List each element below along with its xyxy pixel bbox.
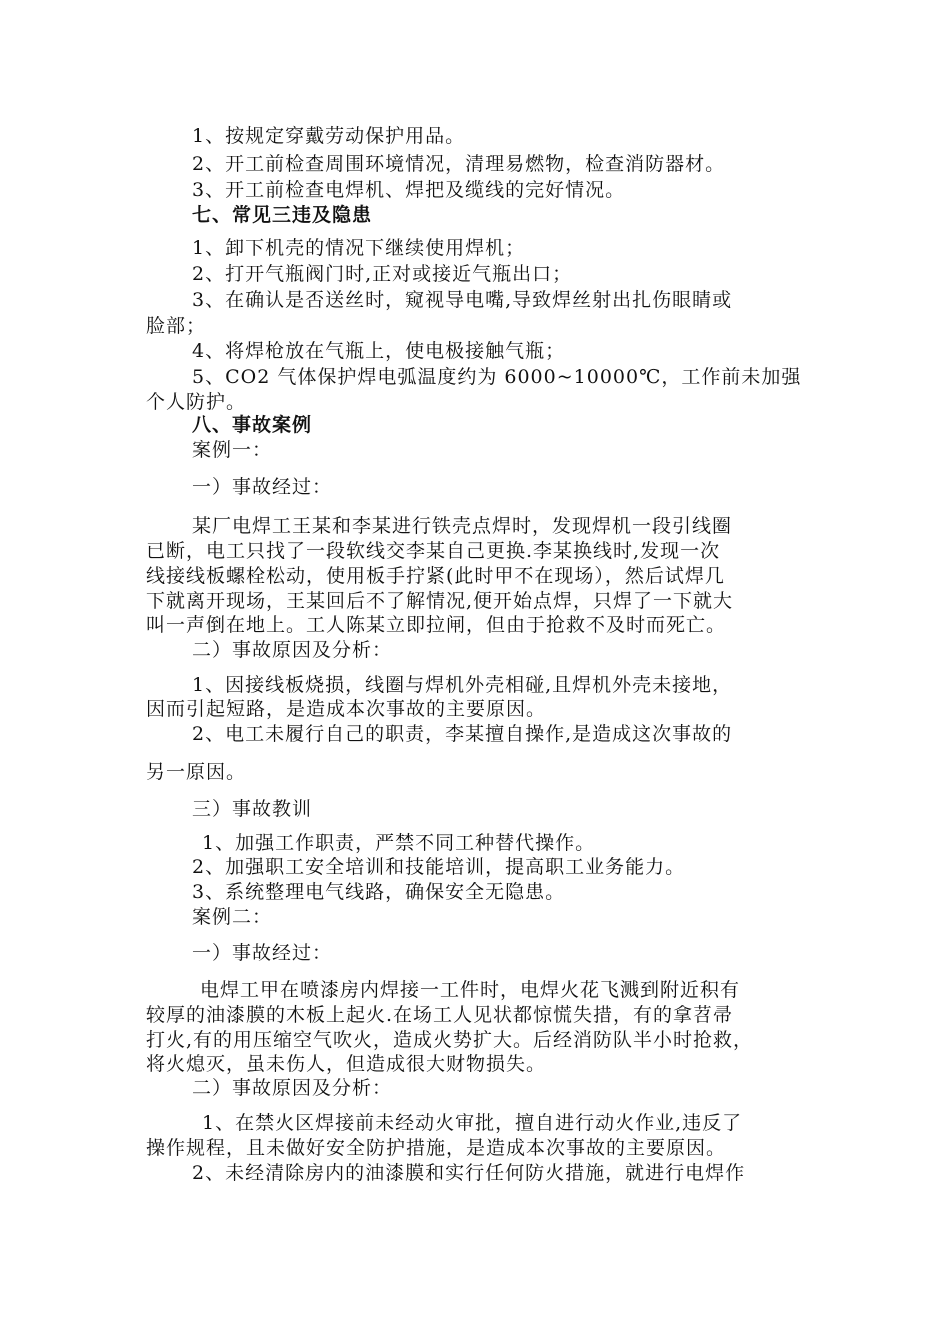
- text-line: 下就离开现场，王某回后不了解情况,便开始点焊，只焊了一下就大: [146, 590, 734, 612]
- text-line: 将火熄灭，虽未伤人，但造成很大财物损失。: [146, 1053, 547, 1075]
- text-line: 2、打开气瓶阀门时,正对或接近气瓶出口；: [192, 263, 573, 285]
- text-line: 案例二：: [192, 906, 273, 928]
- text-line: 2、加强职工安全培训和技能培训，提高职工业务能力。: [192, 856, 686, 878]
- text-line: 1、因接线板烧损，线圈与焊机外壳相碰,且焊机外壳未接地，: [192, 674, 733, 696]
- text-line: 案例一：: [192, 439, 273, 461]
- text-line: 2、开工前检查周围环境情况，清理易燃物，检查消防器材。: [192, 153, 726, 175]
- text-line: 1、加强工作职责，严禁不同工种替代操作。: [202, 832, 596, 854]
- text-line: 电焊工甲在喷漆房内焊接一工件时，电焊火花飞溅到附近积有: [200, 979, 741, 1001]
- section-heading: 七、常见三违及隐患: [192, 204, 373, 226]
- section-heading: 八、事故案例: [192, 414, 313, 436]
- text-line: 某厂电焊工王某和李某进行铁壳点焊时，发现焊机一段引线圈: [192, 515, 733, 537]
- text-line: 3、开工前检查电焊机、焊把及缆线的完好情况。: [192, 179, 626, 201]
- text-line: 2、电工未履行自己的职责，李某擅自操作,是造成这次事故的: [192, 723, 733, 745]
- text-line: 个人防护。: [146, 391, 247, 413]
- text-line: 4、将焊枪放在气瓶上，使电极接触气瓶；: [192, 340, 566, 362]
- text-line: 已断，电工只找了一段软线交李某自己更换.李某换线时,发现一次: [146, 540, 721, 562]
- text-line: 1、卸下机壳的情况下继续使用焊机；: [192, 237, 526, 259]
- text-line: 1、按规定穿戴劳动保护用品。: [192, 125, 466, 147]
- text-line: 一）事故经过：: [192, 476, 333, 498]
- text-line: 3、系统整理电气线路，确保安全无隐患。: [192, 881, 566, 903]
- text-line: 2、未经清除房内的油漆膜和实行任何防火措施，就进行电焊作: [192, 1162, 746, 1184]
- text-line: 另一原因。: [146, 761, 247, 783]
- text-line: 打火,有的用压缩空气吹火，造成火势扩大。后经消防队半小时抢救，: [146, 1029, 754, 1051]
- text-line: 叫一声倒在地上。工人陈某立即拉闸，但由于抢救不及时而死亡。: [146, 614, 727, 636]
- text-line: 较厚的油漆膜的木板上起火.在场工人见状都惊慌失措，有的拿苕帚: [146, 1004, 734, 1026]
- text-line: 3、在确认是否送丝时，窥视导电嘴,导致焊丝射出扎伤眼睛或: [192, 289, 733, 311]
- text-line: 1、在禁火区焊接前未经动火审批，擅自进行动火作业,违反了: [202, 1112, 743, 1134]
- text-line: 因而引起短路，是造成本次事故的主要原因。: [146, 698, 547, 720]
- text-line: 一）事故经过：: [192, 942, 333, 964]
- text-line: 三）事故教训: [192, 798, 313, 820]
- text-line: 5、CO2 气体保护焊电弧温度约为 6000~10000℃，工作前未加强: [192, 366, 802, 388]
- text-line: 脸部；: [146, 315, 207, 337]
- text-line: 二）事故原因及分析：: [192, 639, 393, 661]
- text-line: 操作规程，且未做好安全防护措施，是造成本次事故的主要原因。: [146, 1137, 727, 1159]
- text-line: 二）事故原因及分析：: [192, 1077, 393, 1099]
- text-line: 线接线板螺栓松动，使用板手拧紧(此时甲不在现场），然后试焊几: [146, 565, 725, 587]
